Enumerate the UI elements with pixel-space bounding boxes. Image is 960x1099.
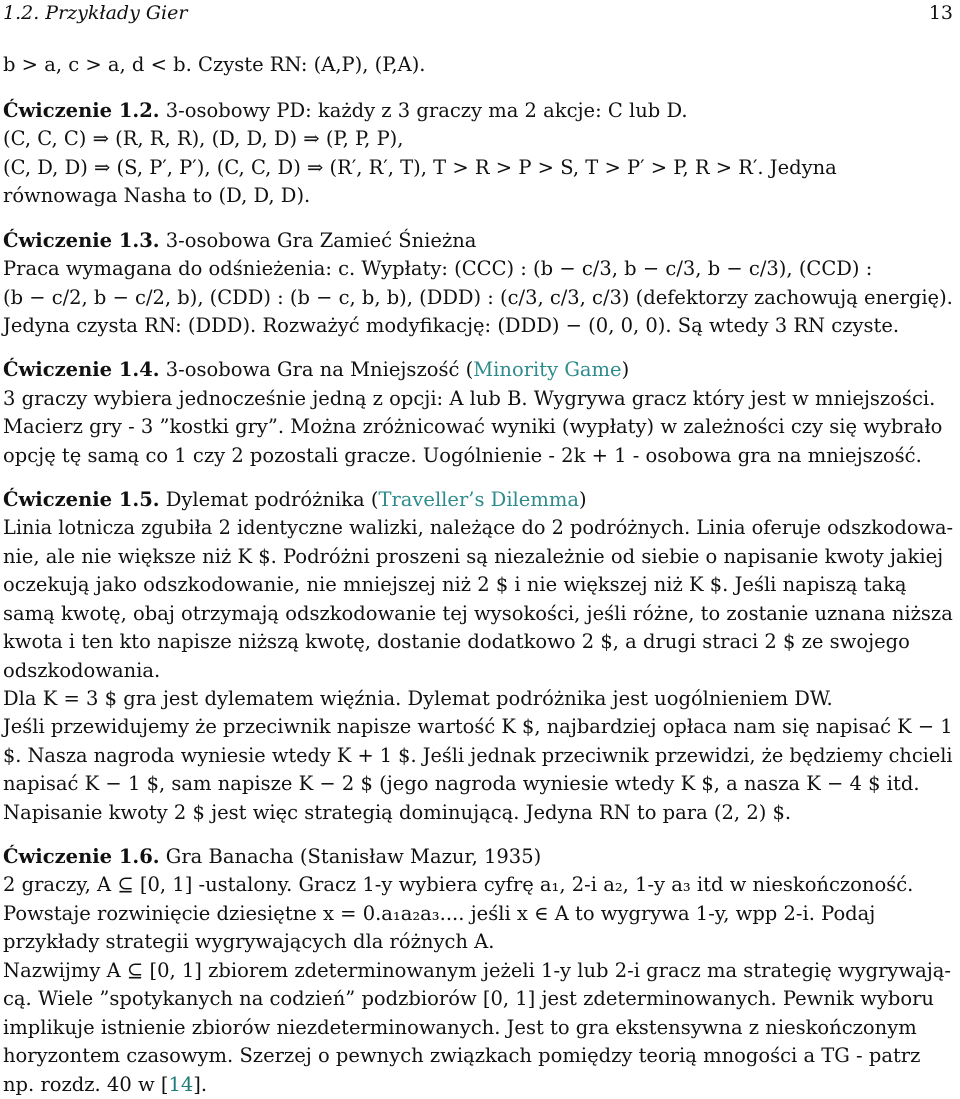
text-run: kwota i ten kto napisze niższą kwotę, dostanie dodatkowo 2 $, a drugi straci 2 $ ze swojego (3, 630, 910, 653)
english-term: Traveller’s Dilemma (378, 488, 579, 511)
text-run: 3-osobowy PD: każdy z 3 graczy ma 2 akcje: C lub D. (159, 99, 688, 122)
text-run: b > a, c > a, d < b. Czyste RN: (A,P), (P,A). (3, 53, 426, 76)
text-run: oczekują jako odszkodowanie, nie mniejszej niż 2 $ i nie większej niż K $. Jeśli napiszą taką (3, 573, 907, 596)
text-run: napisać K − 1 $, sam napisze K − 2 $ (jego nagroda wyniesie wtedy K $, a nasza K − 4 $ itd. (3, 772, 920, 795)
text-line (3, 155, 837, 181)
text-run: Jeśli przewidujemy że przeciwnik napisze wartość K $, najbardziej opłaca nam się napisać K − 1 (3, 715, 953, 738)
text-line (3, 844, 541, 870)
text-run: 2 graczy, A ⊆ [0, 1] -ustalony. Gracz 1-y wybiera cyfrę a₁, 2-i a₂, 1-y a₃ itd w nieskończoność. (3, 873, 914, 896)
text-run: 3 graczy wybiera jednocześnie jedną z opcji: A lub B. Wygrywa gracz który jest w mniejszości. (3, 387, 936, 410)
text-line (3, 313, 899, 339)
text-line (3, 1072, 207, 1098)
text-line (3, 572, 907, 598)
text-run: 3-osobowa Gra Zamieć Śnieżna (159, 229, 477, 252)
text-run: horyzontem czasowym. Szerzej o pewnych związkach pomiędzy teorią mnogości a TG - patrz (3, 1044, 921, 1067)
section-title: 1.2. Przykłady Gier (3, 2, 188, 24)
text-line (3, 487, 587, 513)
text-line (3, 1043, 920, 1069)
text-run: ) (578, 488, 587, 511)
text-line (3, 714, 953, 740)
text-line (3, 601, 953, 627)
text-run: Linia lotnicza zgubiła 2 identyczne walizki, należące do 2 podróżnych. Linia oferuje odszkodowa- (3, 516, 954, 539)
text-run: Nazwijmy A ⊆ [0, 1] zbiorem zdeterminowanym jeżeli 1-y lub 2-i gracz ma strategię wygrywają- (3, 959, 952, 982)
text-run: nie, ale nie większe niż K $. Podróżni proszeni są niezależnie od siebie o napisanie kwoty jakiej (3, 545, 944, 568)
text-line (3, 228, 476, 254)
text-line (3, 986, 934, 1012)
text-run: (b − c/2, b − c/2, b), (CDD) : (b − c, b, b), (DDD) : (c/3, c/3, c/3) (defektorzy zachowują energię). (3, 286, 953, 309)
text-run: 3-osobowa Gra na Mniejszość ( (159, 358, 474, 381)
text-line (3, 183, 310, 209)
text-line (3, 386, 935, 412)
text-run: $. Nasza nagroda wyniesie wtedy K + 1 $. Jeśli jednak przeciwnik przewidzi, że będziemy chcieli (3, 744, 953, 767)
text-line (3, 52, 426, 78)
text-run: Praca wymagana do odśnieżenia: c. Wypłaty: (CCC) : (b − c/3, b − c/3, b − c/3), (CCD) : (3, 257, 873, 280)
reference-link[interactable]: 14 (168, 1073, 194, 1096)
text-line (3, 929, 494, 955)
text-line (3, 658, 160, 684)
text-line (3, 515, 953, 541)
text-run: (C, D, D) ⇒ (S, P′, P′), (C, C, D) ⇒ (R′, R′, T), T > R > P > S, T > P′ > P, R > R′. Jedyna (3, 156, 837, 179)
text-run: Gra Banacha (Stanisław Mazur, 1935) (159, 845, 542, 868)
text-line (3, 285, 953, 311)
text-line (3, 901, 875, 927)
text-run: cą. Wiele ”spotykanych na codzień” podzbiorów [0, 1] jest zdeterminowanych. Pewnik wyboru (3, 987, 934, 1010)
text-run: (C, C, C) ⇒ (R, R, R), (D, D, D) ⇒ (P, P, P), (3, 127, 404, 150)
text-line (3, 958, 951, 984)
text-line (3, 771, 920, 797)
text-run: samą kwotę, obaj otrzymają odszkodowanie tej wysokości, jeśli różne, to zostanie uznana niższa (3, 602, 953, 625)
exercise-heading: Ćwiczenie 1.3. (3, 229, 160, 252)
text-run: ]. (193, 1073, 208, 1096)
text-line (3, 629, 910, 655)
text-run: równowaga Nasha to (D, D, D). (3, 184, 311, 207)
page-number: 13 (928, 2, 953, 24)
text-line (3, 1015, 917, 1041)
text-line (3, 126, 404, 152)
text-run: opcję tę samą co 1 czy 2 pozostali gracze. Uogólnienie - 2k + 1 - osobowa gra na mniejszość. (3, 444, 922, 467)
text-line (3, 443, 922, 469)
text-run: Dylemat podróżnika ( (159, 488, 379, 511)
text-line (3, 544, 943, 570)
text-line (3, 98, 688, 124)
text-run: odszkodowania. (3, 659, 161, 682)
text-line (3, 743, 953, 769)
text-line (3, 256, 872, 282)
text-line (3, 414, 942, 440)
text-run: przykłady strategii wygrywających dla różnych A. (3, 930, 495, 953)
text-line (3, 800, 791, 826)
text-run: Jedyna czysta RN: (DDD). Rozważyć modyfikację: (DDD) − (0, 0, 0). Są wtedy 3 RN czyste. (3, 314, 900, 337)
text-line (3, 686, 833, 712)
exercise-heading: Ćwiczenie 1.4. (3, 358, 160, 381)
exercise-heading: Ćwiczenie 1.2. (3, 99, 160, 122)
text-run: Macierz gry - 3 ”kostki gry”. Można zróżnicować wyniki (wypłaty) w zależności czy się wybrało (3, 415, 943, 438)
text-run: np. rozdz. 40 w [ (3, 1073, 169, 1096)
text-run: Powstaje rozwinięcie dziesiętne x = 0.a₁a₂a₃.... jeśli x ∈ A to wygrywa 1-y, wpp 2-i. Podaj (3, 902, 876, 925)
text-run: ) (621, 358, 630, 381)
text-run: Napisanie kwoty 2 $ jest więc strategią dominującą. Jedyna RN to para (2, 2) $. (3, 801, 792, 824)
text-line (3, 872, 913, 898)
text-run: Dla K = 3 $ gra jest dylematem więźnia. Dylemat podróżnika jest uogólnieniem DW. (3, 687, 833, 710)
exercise-heading: Ćwiczenie 1.6. (3, 845, 160, 868)
english-term: Minority Game (473, 358, 622, 381)
exercise-heading: Ćwiczenie 1.5. (3, 488, 160, 511)
text-line (3, 357, 629, 383)
text-run: implikuje istnienie zbiorów niezdeterminowanych. Jest to gra ekstensywna z nieskończonym (3, 1016, 917, 1039)
